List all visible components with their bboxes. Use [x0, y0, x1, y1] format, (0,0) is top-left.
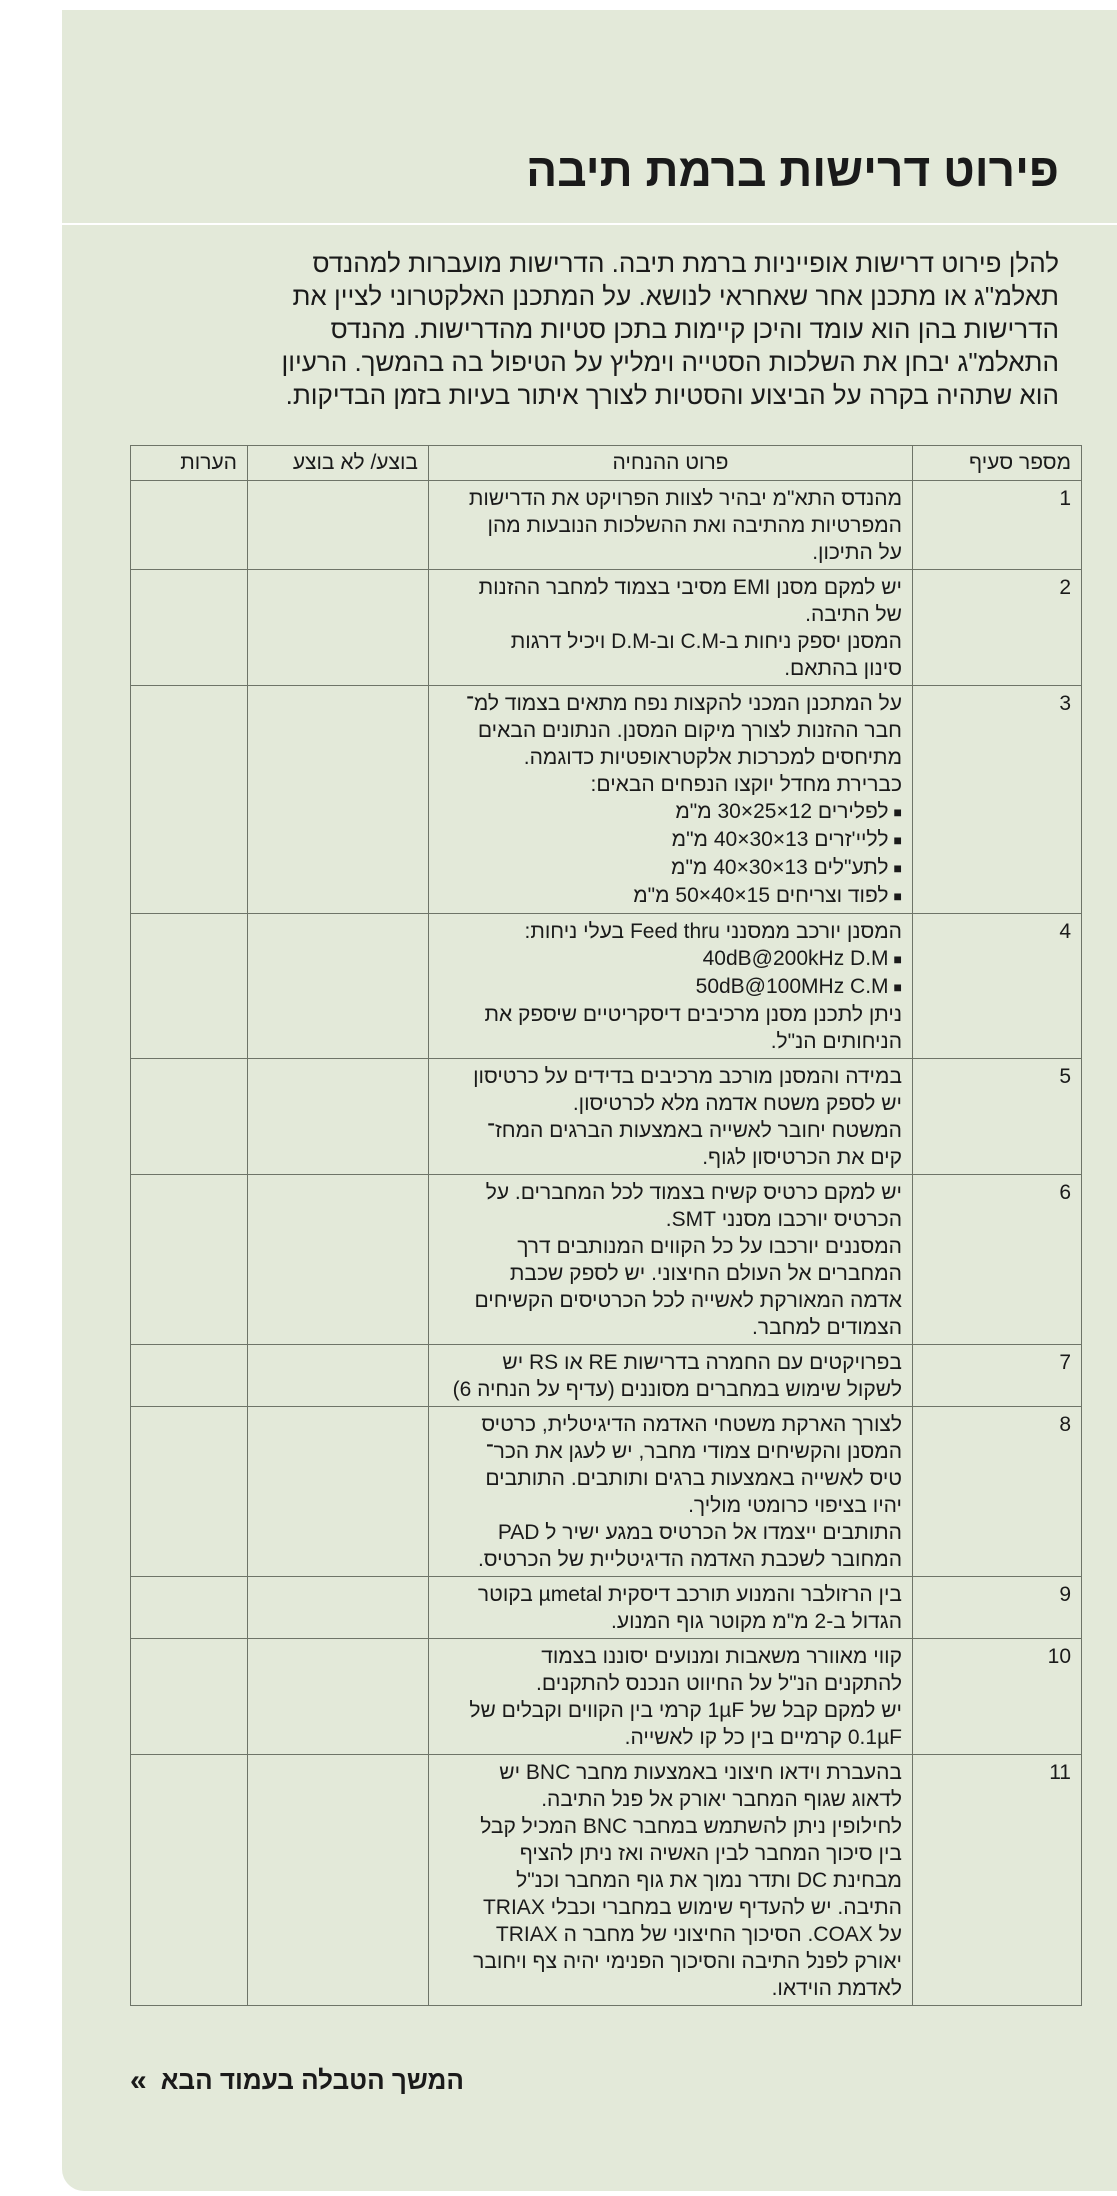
header-notes: הערות: [131, 446, 248, 481]
section-number-cell: 2: [913, 570, 1082, 686]
bullet-item: ■ לתע"לים 13×30×40 מ"מ: [439, 854, 902, 882]
notes-cell: [131, 1755, 248, 2006]
table-row: [131, 1175, 1082, 1345]
instruction-cell: [429, 1175, 913, 1345]
instruction-line: בפרויקטים עם החמרה בדרישות RE או RS יש: [502, 1351, 902, 1374]
table-row: [131, 481, 1082, 570]
instruction-line: מבחינת DC ותדר נמוך את גוף המחבר וכנ"ל: [516, 1869, 902, 1892]
instruction-line: כברירת מחדל יוקצו הנפחים הבאים:: [590, 773, 902, 796]
title-divider: [62, 223, 1117, 225]
notes-cell: [131, 1407, 248, 1577]
instruction-cell: [429, 1755, 913, 2006]
instruction-line: לדאוג שגוף המחבר יאורק אל פנל התיבה.: [541, 1788, 902, 1811]
instruction-line: התותבים ייצמדו אל הכרטיס במגע ישיר ל PAD: [497, 1521, 902, 1544]
section-number-cell: 8: [913, 1407, 1082, 1577]
instruction-line: 0.1µF קרמיים בין כל קו לאשייה.: [624, 1726, 902, 1749]
instruction-line: אדמה המאורקת לאשייה לכל הכרטיסים הקשיחים: [474, 1289, 902, 1312]
notes-cell: [131, 1577, 248, 1639]
continued-next-page: [130, 2065, 464, 2096]
done-status-cell: [248, 1407, 429, 1577]
instruction-cell: [429, 686, 913, 914]
instruction-line: יש לספק משטח אדמה מלא לכרטיסון.: [572, 1092, 902, 1115]
bullet-value: 40dB@200kHz D.M: [702, 947, 889, 970]
instruction-line: לשקול שימוש במחברים מסוננים (עדיף על הנחיה 6): [452, 1378, 902, 1401]
instruction-line: יהיו בציפוי כרומטי מוליך.: [688, 1494, 902, 1517]
instruction-line: יש למקם כרטיס קשיח בצמוד לכל המחברים. על: [485, 1181, 902, 1204]
table-header-row: [131, 446, 1082, 481]
instruction-line: על התיכון.: [812, 541, 902, 564]
instruction-line: קווי מאוורר משאבות ומנועים יסוננו בצמוד: [541, 1645, 902, 1668]
notes-cell: [131, 914, 248, 1059]
instruction-cell: [429, 1577, 913, 1639]
instruction-line: על המתכנן המכני להקצות נפח מתאים בצמוד למ־: [465, 692, 902, 715]
instruction-line: בהעברת וידאו חיצוני באמצעות מחבר BNC יש: [499, 1761, 902, 1784]
instruction-cell: [429, 914, 913, 1059]
done-status-cell: [248, 1059, 429, 1175]
instruction-line: של התיבה.: [805, 603, 902, 626]
done-status-cell: [248, 1577, 429, 1639]
done-status-cell: [248, 686, 429, 914]
continued-label: המשך הטבלה בעמוד הבא: [160, 2065, 464, 2095]
notes-cell: [131, 481, 248, 570]
notes-cell: [131, 570, 248, 686]
instruction-line: המסננים יורכבו על כל הקווים המנותבים דרך: [517, 1235, 902, 1258]
bullet-item: [439, 973, 902, 1001]
notes-cell: [131, 686, 248, 914]
done-status-cell: [248, 1755, 429, 2006]
table-row: [131, 1059, 1082, 1175]
instruction-line: המסנן יספק ניחות ב-C.M וב-D.M ויכיל דרגות: [510, 630, 902, 653]
page-title: פירוט דרישות ברמת תיבה: [526, 144, 1059, 196]
instruction-line: המסנן והקשיחים צמודי מחבר, יש לעגן את הכר־: [485, 1440, 902, 1463]
instruction-line: בין סיכוך המחבר לבין האשיה ואז ניתן להציף: [519, 1842, 902, 1865]
table-row: [131, 1345, 1082, 1407]
section-number-cell: 7: [913, 1345, 1082, 1407]
instruction-line: להתקנים הנ"ל על החיווט הנכנס להתקנים.: [536, 1672, 902, 1695]
instruction-line: סינון בהתאם.: [784, 657, 902, 680]
done-status-cell: [248, 570, 429, 686]
instruction-line: יש למקם מסנן EMI מסיבי בצמוד למחבר ההזנות: [478, 576, 902, 599]
done-status-cell: [248, 1639, 429, 1755]
instruction-cell: [429, 1059, 913, 1175]
instruction-line: חבר ההזנות לצורך מיקום המסנן. הנתונים הבאים: [477, 719, 902, 742]
bullet-value: 50dB@100MHz C.M: [695, 975, 889, 998]
table-row: [131, 686, 1082, 914]
section-number-cell: 4: [913, 914, 1082, 1059]
table-row: [131, 570, 1082, 686]
instruction-line: על COAX. הסיכוך החיצוני של מחבר ה TRIAX: [495, 1923, 902, 1946]
notes-cell: [131, 1345, 248, 1407]
instruction-line: המפרטיות מהתיבה ואת ההשלכות הנובעות מהן: [487, 514, 902, 537]
instruction-line: המסנן יורכב ממסנני Feed thru בעלי ניחות:: [524, 920, 902, 943]
instruction-line: התיבה. יש להעדיף שימוש במחברי וכבלי TRIAX: [482, 1896, 902, 1919]
notes-cell: [131, 1639, 248, 1755]
table-body: [131, 481, 1082, 2006]
instruction-line: לחילופין ניתן להשתמש במחבר BNC המכיל קבל: [480, 1815, 902, 1838]
instruction-line: לאדמת הוידאו.: [771, 1977, 902, 2000]
instruction-line: מהנדס התא"מ יבהיר לצוות הפרויקט את הדרישות: [468, 487, 902, 510]
instruction-line: המשטח יחובר לאשייה באמצעות הברגים המחז־: [486, 1119, 902, 1142]
table-row: [131, 914, 1082, 1059]
double-chevron-left-icon: »: [130, 2063, 147, 2097]
instruction-cell: [429, 1407, 913, 1577]
section-number-cell: 6: [913, 1175, 1082, 1345]
instruction-line: קים את הכרטיסון לגוף.: [702, 1146, 902, 1169]
instruction-line: במידה והמסנן מורכב מרכיבים בדידים על כרטיסון: [473, 1065, 902, 1088]
done-status-cell: [248, 914, 429, 1059]
table-row: [131, 1407, 1082, 1577]
instruction-line: יאורק לפנל התיבה והסיכוך הפנימי יהיה צף ויחובר: [473, 1950, 902, 1973]
instruction-line: טיס לאשייה באמצעות ברגים ותותבים. התותבים: [485, 1467, 902, 1490]
instruction-line: הצמודים למחבר.: [752, 1316, 902, 1339]
instruction-line: מתיחסים למכרכות אלקטראופטיות כדוגמה.: [523, 746, 902, 769]
header-section-number: מספר סעיף: [913, 446, 1082, 481]
instruction-line: המחברים אל העולם החיצוני. יש לספק שכבת: [509, 1262, 902, 1285]
bullet-item: ■ לפלירים 12×25×30 מ"מ: [439, 798, 902, 826]
instruction-line: הניחותים הנ"ל.: [770, 1030, 902, 1053]
bullet-item: [439, 945, 902, 973]
bullet-item: ■ לפוד וצריחים 15×40×50 מ"מ: [439, 882, 902, 910]
instruction-line: הכרטיס יורכבו מסנני SMT.: [665, 1208, 902, 1231]
instruction-line: לצורך הארקת משטחי האדמה הדיגיטלית, כרטיס: [481, 1413, 902, 1436]
instruction-line: ניתן לתכנן מסנן מרכיבים דיסקריטיים שיספק את: [484, 1003, 902, 1026]
header-done-status: בוצע/ לא בוצע: [248, 446, 429, 481]
requirements-table: [130, 445, 1082, 2006]
section-number-cell: 11: [913, 1755, 1082, 2006]
section-number-cell: 1: [913, 481, 1082, 570]
notes-cell: [131, 1175, 248, 1345]
instruction-line: בין הרזולבר והמנוע תורכב דיסקית µmetal בקוטר: [477, 1583, 902, 1606]
intro-paragraph: להלן פירוט דרישות אופייניות ברמת תיבה. הדרישות מועברות למהנדס תאלמ"ג או מתכנן אחר שאחראי לנושא. על המתכנן האלקטרוני לציין את הדרישות בהן הוא עומד והיכן קיימות בתכן סטיות מהדרישות. מהנדס התאלמ"ג יבחן את השלכות הסטייה וימליץ על הטיפול בה בהמשך. הרעיון הוא שתהיה בקרה על הביצוע והסטיות לצורך איתור בעיות בזמן הבדיקות.: [281, 248, 1059, 410]
section-number-cell: 9: [913, 1577, 1082, 1639]
done-status-cell: [248, 1175, 429, 1345]
section-number-cell: 10: [913, 1639, 1082, 1755]
instruction-cell: [429, 1345, 913, 1407]
instruction-line: המחובר לשכבת האדמה הדיגיטליית של הכרטיס.: [477, 1548, 902, 1571]
section-number-cell: 3: [913, 686, 1082, 914]
instruction-cell: [429, 481, 913, 570]
instruction-line: הגדול ב-2 מ"מ מקוטר גוף המנוע.: [611, 1610, 902, 1633]
section-number-cell: 5: [913, 1059, 1082, 1175]
done-status-cell: [248, 1345, 429, 1407]
table-row: [131, 1755, 1082, 2006]
table-row: [131, 1577, 1082, 1639]
bullet-item: ■ לליי'זרים 13×30×40 מ"מ: [439, 826, 902, 854]
done-status-cell: [248, 481, 429, 570]
table-row: [131, 1639, 1082, 1755]
notes-cell: [131, 1059, 248, 1175]
instruction-cell: [429, 570, 913, 686]
instruction-cell: [429, 1639, 913, 1755]
header-instruction-detail: פרוט ההנחיה: [429, 446, 913, 481]
instruction-line: יש למקם קבל של 1µF קרמי בין הקווים וקבלים של: [469, 1699, 902, 1722]
